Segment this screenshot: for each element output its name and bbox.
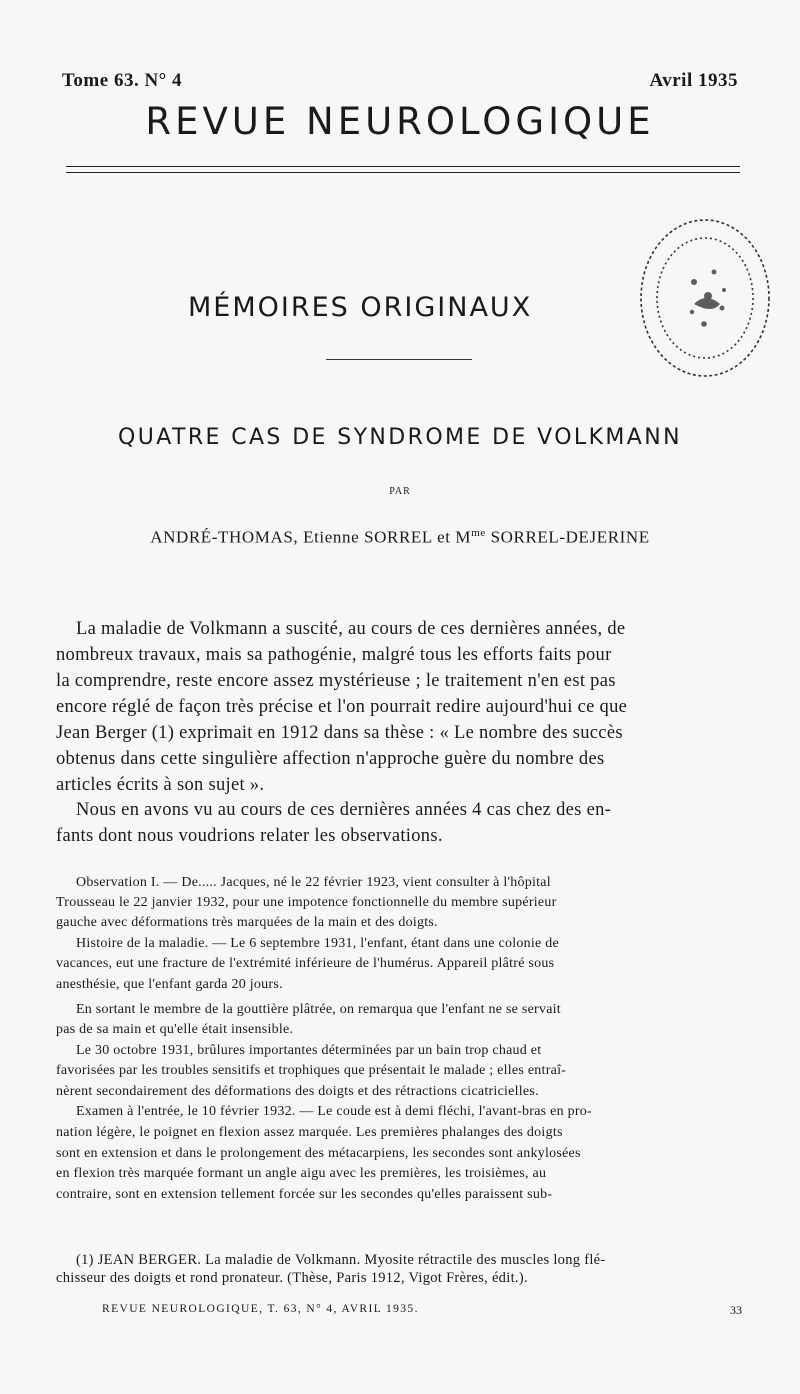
observation-line: pas de sa main et qu'elle était insensible.: [56, 1022, 294, 1037]
footnote-line: chisseur des doigts et rond pronateur. (Thèse, Paris 1912, Vigot Frères, édit.).: [56, 1270, 528, 1286]
intro-line: nombreux travaux, mais sa pathogénie, malgré tous les efforts faits pour: [56, 645, 612, 665]
observation-line: Histoire de la maladie. — Le 6 septembre 1931, l'enfant, étant dans une colonie de: [76, 936, 559, 951]
authors-superscript: me: [471, 527, 486, 539]
journal-title: REVUE NEUROLOGIQUE: [145, 100, 655, 143]
intro-line: articles écrits à son sujet ».: [56, 775, 265, 795]
section-rule: [326, 359, 472, 360]
observation-line: Trousseau le 22 janvier 1932, pour une impotence fonctionnelle du membre supérieur: [56, 895, 557, 910]
observation-line: nèrent secondairement des déformations des doigts et des rétractions cicatricielles.: [56, 1084, 539, 1099]
intro-line: La maladie de Volkmann a suscité, au cours de ces dernières années, de: [76, 619, 626, 639]
by-label: PAR: [389, 486, 411, 497]
observation-line: Examen à l'entrée, le 10 février 1932. — Le coude est à demi fléchi, l'avant-bras en pro-: [76, 1104, 592, 1119]
library-stamp: [634, 212, 776, 384]
authors-part-2: SORREL-DEJERINE: [485, 527, 650, 547]
intro-line: la comprendre, reste encore assez mystérieuse ; le traitement n'en est pas: [56, 671, 616, 691]
issue-date: Avril 1935: [649, 70, 738, 91]
page-number: 33: [730, 1303, 742, 1317]
article-authors: [0, 527, 800, 548]
authors-part-1: ANDRÉ-THOMAS, Etienne SORREL et M: [150, 527, 472, 547]
observation-line: en flexion très marquée formant un angle aigu avec les premières, les troisièmes, au: [56, 1166, 547, 1181]
intro-line: fants dont nous voudrions relater les observations.: [56, 826, 443, 846]
article-title: QUATRE CAS DE SYNDROME DE VOLKMANN: [118, 425, 682, 450]
observation-line: vacances, eut une fracture de l'extrémité inférieure de l'humérus. Appareil plâtré sous: [56, 956, 555, 971]
observation-line: sont en extension et dans le prolongement des métacarpiens, les secondes sont ankylosées: [56, 1146, 581, 1161]
observation-line: nation légère, le poignet en flexion assez marquée. Les premières phalanges des doigts: [56, 1125, 563, 1140]
intro-line: obtenus dans cette singulière affection n'approche guère du nombre des: [56, 749, 605, 769]
observation-line: En sortant le membre de la gouttière plâtrée, on remarqua que l'enfant ne se servait: [76, 1002, 561, 1017]
intro-line: Jean Berger (1) exprimait en 1912 dans sa thèse : « Le nombre des succès: [56, 723, 623, 743]
observation-line: gauche avec déformations très marquées de la main et des doigts.: [56, 915, 438, 930]
intro-line: encore réglé de façon très précise et l'on pourrait redire aujourd'hui ce que: [56, 697, 628, 717]
observation-line: contraire, sont en extension tellement forcée sur les secondes qu'elles paraissent sub-: [56, 1187, 553, 1202]
issue-number: Tome 63. N° 4: [62, 70, 183, 91]
intro-line: Nous en avons vu au cours de ces dernières années 4 cas chez des en-: [76, 800, 612, 820]
header-rule-top: [66, 166, 740, 167]
header-rule-bottom: [66, 172, 740, 173]
observation-line: Le 30 octobre 1931, brûlures importantes déterminées par un bain trop chaud et: [76, 1043, 542, 1058]
observation-line: anesthésie, que l'enfant garda 20 jours.: [56, 977, 283, 992]
footnote-line: (1) JEAN BERGER. La maladie de Volkmann. Myosite rétractile des muscles long flé-: [76, 1252, 606, 1268]
observation-line: favorisées par les troubles sensitifs et trophiques que présentait le malade ; elles entraî-: [56, 1063, 567, 1078]
running-footer: REVUE NEUROLOGIQUE, T. 63, N° 4, AVRIL 1935.: [102, 1303, 419, 1315]
observation-line: Observation I. — De..... Jacques, né le 22 février 1923, vient consulter à l'hôpital: [76, 875, 551, 890]
section-title: MÉMOIRES ORIGINAUX: [188, 292, 533, 323]
